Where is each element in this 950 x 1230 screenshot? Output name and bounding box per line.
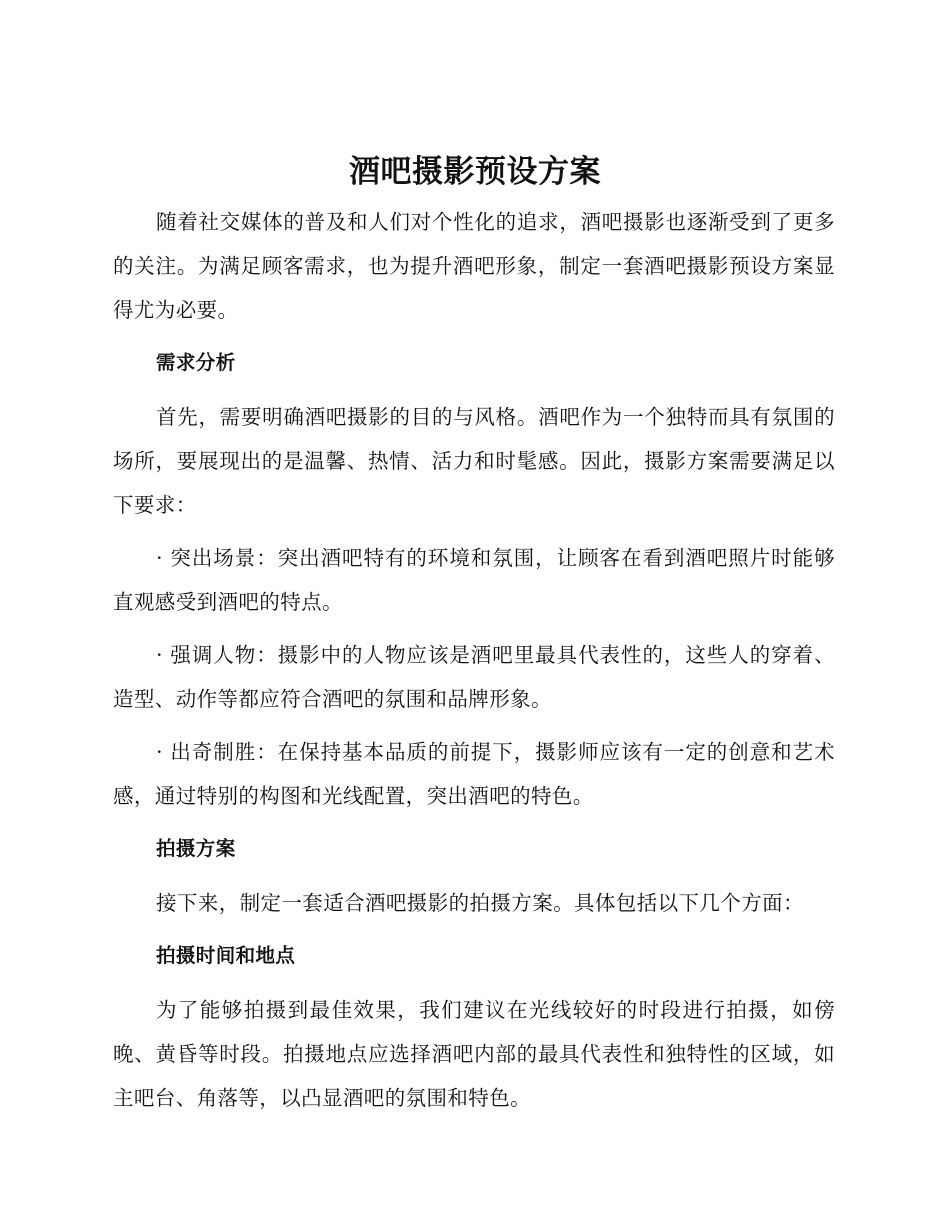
shooting-plan-paragraph: 接下来，制定一套适合酒吧摄影的拍摄方案。具体包括以下几个方面： bbox=[156, 891, 804, 915]
document-title: 酒吧摄影预设方案 bbox=[349, 154, 601, 190]
section-heading-requirements: 需求分析 bbox=[156, 351, 236, 374]
section-heading-time-location: 拍摄时间和地点 bbox=[156, 944, 296, 967]
bullet-item-people: · 强调人物：摄影中的人物应该是酒吧里最具代表性的，这些人的穿着、造型、动作等都应符合酒吧的氛围和品牌形象。 bbox=[113, 643, 835, 711]
section-heading-shooting-plan: 拍摄方案 bbox=[156, 837, 236, 860]
bullet-item-scene: · 突出场景：突出酒吧特有的环境和氛围，让顾客在看到酒吧照片时能够直观感受到酒吧的特点。 bbox=[113, 546, 835, 614]
intro-paragraph: 随着社交媒体的普及和人们对个性化的追求，酒吧摄影也逐渐受到了更多的关注。为满足顾客需求，也为提升酒吧形象，制定一套酒吧摄影预设方案显得尤为必要。 bbox=[113, 210, 835, 322]
requirements-paragraph: 首先，需要明确酒吧摄影的目的与风格。酒吧作为一个独特而具有氛围的场所，要展现出的是温馨、热情、活力和时髦感。因此，摄影方案需要满足以下要求： bbox=[113, 405, 835, 517]
document-body bbox=[113, 200, 835, 1129]
time-location-paragraph: 为了能够拍摄到最佳效果，我们建议在光线较好的时段进行拍摄，如傍晚、黄昏等时段。拍摄地点应选择酒吧内部的最具代表性和独特性的区域，如主吧台、角落等，以凸显酒吧的氛围和特色。 bbox=[113, 998, 835, 1110]
bullet-item-creativity: · 出奇制胜：在保持基本品质的前提下，摄影师应该有一定的创意和艺术感，通过特别的构图和光线配置，突出酒吧的特色。 bbox=[113, 740, 835, 808]
